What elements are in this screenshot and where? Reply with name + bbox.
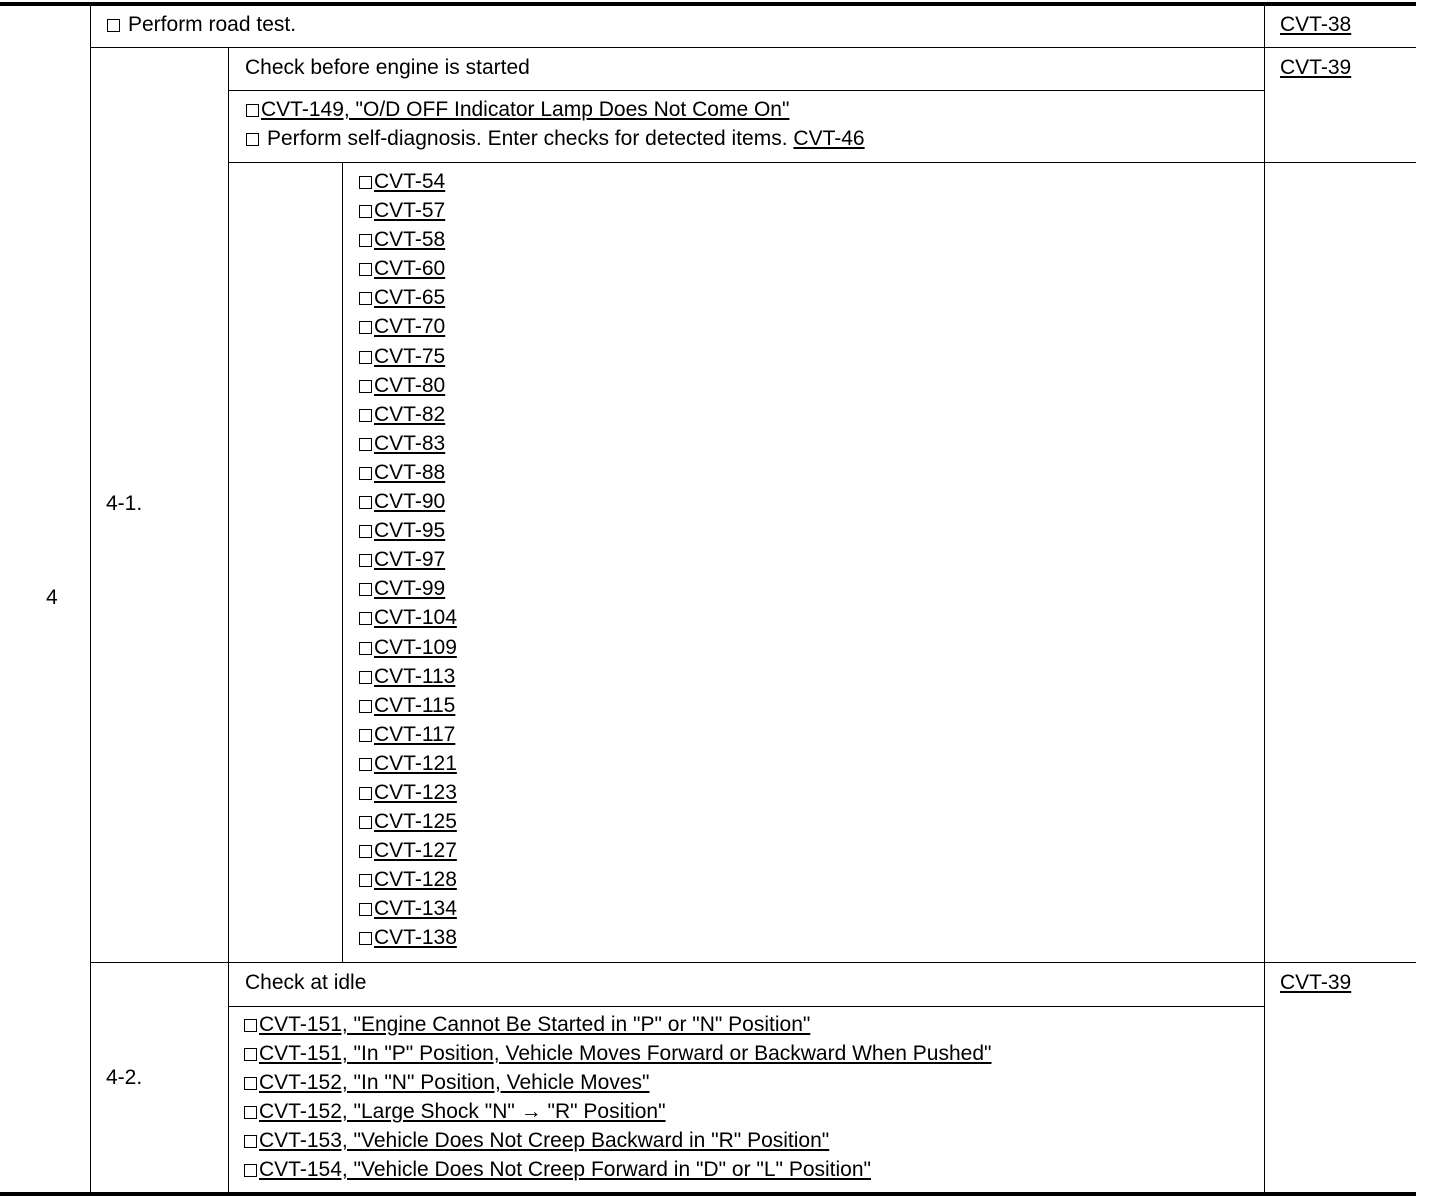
list-item xyxy=(244,1068,991,1097)
checkbox-icon[interactable] xyxy=(107,19,120,32)
list-item xyxy=(359,167,457,196)
idle-check-link[interactable]: CVT-154, "Vehicle Does Not Creep Forward in "D" or "L" Position" xyxy=(259,1158,871,1181)
step-4-2-ref-link[interactable]: CVT-39 xyxy=(1280,971,1352,994)
checkbox-icon[interactable] xyxy=(359,845,372,858)
code-link[interactable]: CVT-57 xyxy=(374,199,446,223)
checkbox-icon[interactable] xyxy=(359,816,372,829)
column-divider xyxy=(1264,4,1265,1194)
lamp-check-link[interactable]: CVT-149, "O/D OFF Indicator Lamp Does Not Come On" xyxy=(261,98,790,121)
code-link[interactable]: CVT-83 xyxy=(374,431,446,455)
checkbox-icon[interactable] xyxy=(359,525,372,538)
step-4-1-ref-link[interactable]: CVT-39 xyxy=(1280,56,1352,79)
code-link[interactable]: CVT-75 xyxy=(374,344,446,368)
list-item xyxy=(359,312,457,341)
column-divider xyxy=(90,4,91,1194)
list-item xyxy=(244,1097,991,1126)
checkbox-icon[interactable] xyxy=(359,176,372,189)
list-item xyxy=(359,894,457,923)
checkbox-icon[interactable] xyxy=(359,321,372,334)
checkbox-icon[interactable] xyxy=(359,467,372,480)
checkbox-icon[interactable] xyxy=(244,1019,257,1032)
step-4-2-label: 4-2. xyxy=(106,1066,143,1089)
code-link[interactable]: CVT-70 xyxy=(374,315,446,339)
list-item xyxy=(359,196,457,225)
checkbox-icon[interactable] xyxy=(359,874,372,887)
step-number: 4 xyxy=(46,586,58,609)
code-link[interactable]: CVT-121 xyxy=(374,751,457,775)
column-divider xyxy=(342,163,343,963)
checkbox-icon[interactable] xyxy=(244,1077,257,1090)
idle-check-link[interactable]: CVT-151, "Engine Cannot Be Started in "P" or "N" Position" xyxy=(259,1013,811,1036)
code-link[interactable]: CVT-104 xyxy=(374,606,457,630)
list-item xyxy=(359,458,457,487)
list-item xyxy=(359,633,457,662)
code-link[interactable]: CVT-109 xyxy=(374,635,457,659)
list-item xyxy=(359,400,457,429)
checkbox-icon[interactable] xyxy=(359,554,372,567)
checkbox-icon[interactable] xyxy=(244,1106,257,1119)
checkbox-icon[interactable] xyxy=(244,1164,257,1177)
row-divider xyxy=(90,47,1416,48)
list-item xyxy=(359,516,457,545)
list-item xyxy=(359,749,457,778)
step-4-2-heading: Check at idle xyxy=(245,971,367,994)
idle-check-link[interactable]: CVT-153, "Vehicle Does Not Creep Backward in "R" Position" xyxy=(259,1129,830,1152)
self-diagnosis-ref-link[interactable]: CVT-46 xyxy=(793,127,865,150)
list-item xyxy=(359,487,457,516)
checkbox-icon[interactable] xyxy=(359,234,372,247)
table-bottom-border xyxy=(0,1192,1416,1196)
checkbox-icon[interactable] xyxy=(359,612,372,625)
list-item xyxy=(244,1010,991,1039)
list-item xyxy=(359,720,457,749)
list-item xyxy=(359,283,457,312)
list-item xyxy=(244,1126,991,1155)
code-link[interactable]: CVT-88 xyxy=(374,460,446,484)
list-item xyxy=(359,545,457,574)
checkbox-icon[interactable] xyxy=(246,104,259,117)
checkbox-icon[interactable] xyxy=(359,903,372,916)
code-link[interactable]: CVT-97 xyxy=(374,548,446,572)
list-item xyxy=(359,225,457,254)
code-link[interactable]: CVT-125 xyxy=(374,810,457,834)
list-item xyxy=(244,1039,991,1068)
code-link[interactable]: CVT-90 xyxy=(374,490,446,514)
column-divider xyxy=(228,48,229,1194)
dtc-code-list xyxy=(359,167,457,953)
code-link[interactable]: CVT-58 xyxy=(374,228,446,252)
list-item xyxy=(359,603,457,632)
code-link[interactable]: CVT-138 xyxy=(374,926,457,950)
table-top-border xyxy=(0,2,1416,6)
list-item xyxy=(359,923,457,952)
list-item xyxy=(359,254,457,283)
code-link[interactable]: CVT-54 xyxy=(374,170,446,193)
checkbox-icon[interactable] xyxy=(246,133,259,146)
list-item xyxy=(359,662,457,691)
checkbox-icon[interactable] xyxy=(359,700,372,713)
list-item xyxy=(359,429,457,458)
list-item xyxy=(359,691,457,720)
row-divider xyxy=(229,1006,1264,1007)
list-item xyxy=(359,836,457,865)
checkbox-icon[interactable] xyxy=(359,758,372,771)
self-diagnosis-item xyxy=(246,124,865,153)
code-link[interactable]: CVT-115 xyxy=(374,693,456,717)
checkbox-icon[interactable] xyxy=(359,351,372,364)
row-divider xyxy=(229,162,1416,163)
idle-check-link[interactable]: CVT-151, "In "P" Position, Vehicle Moves Forward or Backward When Pushed" xyxy=(259,1042,992,1065)
code-link[interactable]: CVT-117 xyxy=(374,722,456,746)
road-test-ref-link[interactable]: CVT-38 xyxy=(1280,13,1352,36)
code-link[interactable]: CVT-99 xyxy=(374,577,446,601)
checkbox-icon[interactable] xyxy=(359,263,372,276)
code-link[interactable]: CVT-127 xyxy=(374,839,457,863)
checkbox-icon[interactable] xyxy=(359,583,372,596)
self-diagnosis-text: Perform self-diagnosis. Enter checks for detected items. xyxy=(267,127,788,150)
checkbox-icon[interactable] xyxy=(359,205,372,218)
code-link[interactable]: CVT-128 xyxy=(374,868,457,892)
lamp-check-item xyxy=(246,95,789,124)
list-item xyxy=(359,371,457,400)
code-link[interactable]: CVT-80 xyxy=(374,373,446,397)
idle-check-list xyxy=(244,1010,991,1184)
road-test-item xyxy=(107,10,296,39)
checkbox-icon[interactable] xyxy=(359,787,372,800)
checkbox-icon[interactable] xyxy=(244,1048,257,1061)
code-link[interactable]: CVT-82 xyxy=(374,402,446,426)
row-divider xyxy=(229,90,1264,91)
list-item xyxy=(359,865,457,894)
code-link[interactable]: CVT-113 xyxy=(374,664,456,688)
step-4-1-heading: Check before engine is started xyxy=(245,56,530,79)
idle-check-link[interactable]: CVT-152, "Large Shock "N" → "R" Position" xyxy=(259,1100,666,1123)
list-item xyxy=(244,1155,991,1184)
checkbox-icon[interactable] xyxy=(359,409,372,422)
list-item xyxy=(359,342,457,371)
list-item xyxy=(359,574,457,603)
checkbox-icon[interactable] xyxy=(359,380,372,393)
row-divider xyxy=(90,962,1416,963)
checkbox-icon[interactable] xyxy=(244,1135,257,1148)
code-link[interactable]: CVT-95 xyxy=(374,519,446,543)
checkbox-icon[interactable] xyxy=(359,496,372,509)
step-4-1-label: 4-1. xyxy=(106,492,143,515)
road-test-text: Perform road test. xyxy=(128,13,297,36)
checkbox-icon[interactable] xyxy=(359,438,372,451)
code-link[interactable]: CVT-65 xyxy=(374,286,446,310)
code-link[interactable]: CVT-60 xyxy=(374,257,446,281)
checkbox-icon[interactable] xyxy=(359,729,372,742)
checkbox-icon[interactable] xyxy=(359,292,372,305)
checkbox-icon[interactable] xyxy=(359,671,372,684)
code-link[interactable]: CVT-123 xyxy=(374,780,457,804)
idle-check-link[interactable]: CVT-152, "In "N" Position, Vehicle Moves" xyxy=(259,1071,650,1094)
checkbox-icon[interactable] xyxy=(359,932,372,945)
code-link[interactable]: CVT-134 xyxy=(374,897,457,921)
checkbox-icon[interactable] xyxy=(359,642,372,655)
list-item xyxy=(359,778,457,807)
list-item xyxy=(359,807,457,836)
